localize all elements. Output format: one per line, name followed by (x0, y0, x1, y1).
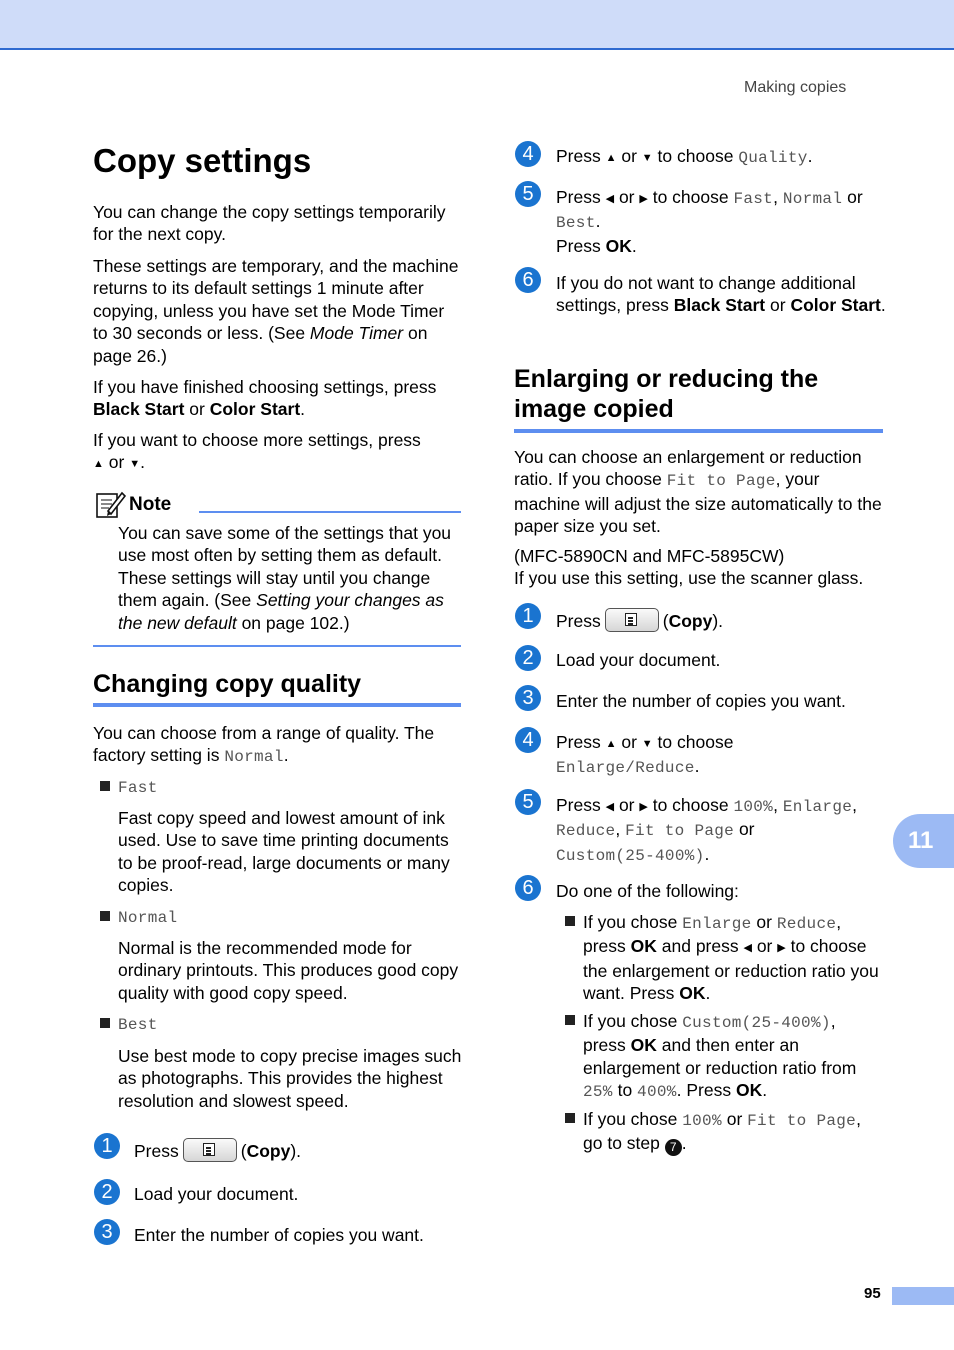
right-arrow-icon: ▶ (777, 942, 786, 955)
left-arrow-icon: ◀ (605, 801, 615, 813)
step-number-3: 3 (515, 685, 541, 711)
step-number-2: 2 (515, 645, 541, 671)
right-step-5-enlarge: Press ◀ or ▶ to choose 100%, Enlarge, Reduce, Fit to Page or Custom(25-400%). (556, 795, 857, 865)
step-number-5: 5 (515, 789, 541, 815)
step-7-reference-icon: 7 (665, 1139, 682, 1156)
step-number-2: 2 (94, 1179, 120, 1205)
right-arrow-icon: ▶ (639, 801, 648, 813)
step-number-6: 6 (515, 875, 541, 901)
copy-key-icon (605, 608, 659, 632)
bullet-marker (100, 781, 110, 791)
enlarge-option-100-fit: If you chose 100% or Fit to Page, go to step 7 . (583, 1109, 861, 1155)
up-arrow-icon: ▲ (93, 458, 104, 471)
step-number-3: 3 (94, 1219, 120, 1245)
top-color-band (0, 0, 954, 50)
bullet-marker (565, 1113, 575, 1123)
intro-paragraph-2: These settings are temporary, and the machine returns to its default settings 1 minute after copying, unless you have set the Mode Timer to 30 seconds or less. (See Mode Timer on page 26.) (93, 256, 459, 366)
left-arrow-icon: ◀ (605, 193, 615, 205)
bullet-marker (565, 916, 575, 926)
right-arrow-icon: ▶ (639, 193, 648, 205)
section-rule-enlarge (514, 429, 883, 433)
down-arrow-icon: ▼ (641, 738, 653, 750)
enlarge-intro: You can choose an enlargement or reduction ratio. If you choose Fit to Page, your machine will adjust the size automatically to the paper size you set. (514, 447, 882, 537)
option-normal-desc: Normal is the recommended mode for ordinary printouts. This produces good copy quality with good copy speed. (118, 938, 459, 1003)
note-bottom-rule (93, 645, 461, 647)
chapter-tab: 11 (893, 814, 954, 868)
intro-paragraph-4: If you want to choose more settings, press ▲ or ▼. (93, 429, 461, 476)
copy-key-icon (183, 1138, 237, 1162)
bullet-marker (100, 1018, 110, 1028)
footer-color-band (892, 1287, 954, 1305)
intro-paragraph-1: You can change the copy settings temporarily for the next copy. (93, 202, 446, 245)
step-number-1: 1 (94, 1133, 120, 1159)
note-text: You can save some of the settings that you use most often by setting them as default. These settings will stay until you change them again. (See Setting your changes as the new default on page 102.) (118, 523, 452, 633)
note-top-rule (199, 511, 461, 513)
down-arrow-icon: ▼ (129, 458, 141, 471)
option-fast-desc: Fast copy speed and lowest amount of ink used. Use to save time printing documents to be proof-read, large documents or many copies. (118, 808, 450, 896)
right-step-1: Press (Copy). (556, 608, 723, 632)
right-step-6-enlarge: Do one of the following: (556, 881, 739, 901)
right-step-5-quality: Press ◀ or ▶ to choose Fast, Normal or Best. Press OK. (556, 187, 863, 256)
section-rule-quality (93, 703, 461, 707)
page-number: 95 (864, 1285, 881, 1302)
right-step-4-quality: Press ▲ or ▼ to choose Quality. (556, 145, 886, 169)
left-step-3: Enter the number of copies you want. (134, 1225, 424, 1245)
step-number-1: 1 (515, 603, 541, 629)
option-best-name: Best (118, 1016, 158, 1034)
right-step-3: Enter the number of copies you want. (556, 691, 846, 711)
option-normal-name: Normal (118, 909, 178, 927)
quality-intro: You can choose from a range of quality. The factory setting is Normal. (93, 723, 435, 767)
bullet-marker (100, 911, 110, 921)
up-arrow-icon: ▲ (605, 738, 617, 750)
bullet-marker (565, 1015, 575, 1025)
step-number-4: 4 (515, 141, 541, 167)
note-pencil-icon (94, 489, 126, 519)
page-title: Copy settings (93, 142, 312, 179)
enlarge-option-custom: If you chose Custom(25-400%), press OK and then enter an enlargement or reduction ratio from 25% to 400%. Press OK. (583, 1011, 857, 1102)
step-number-6: 6 (515, 267, 541, 293)
note-label: Note (129, 494, 172, 515)
section-heading-enlarge: Enlarging or reducing the image copied (514, 365, 819, 423)
section-heading-quality: Changing copy quality (93, 670, 362, 698)
right-step-6-quality: If you do not want to change additional settings, press Black Start or Color Start. (556, 273, 886, 316)
down-arrow-icon: ▼ (641, 152, 653, 164)
running-header: Making copies (744, 79, 847, 96)
option-best-desc: Use best mode to copy precise images such as photographs. This provides the highest resolution and slowest speed. (118, 1046, 462, 1111)
enlarge-option-enlarge-reduce: If you chose Enlarge or Reduce, press OK and press ◀ or ▶ to choose the enlargement or reduction ratio you want. Press OK. (583, 912, 879, 1004)
right-step-2: Load your document. (556, 650, 721, 670)
left-step-1: Press (Copy). (134, 1138, 301, 1162)
intro-paragraph-3: If you have finished choosing settings, press Black Start or Color Start. (93, 377, 437, 420)
left-arrow-icon: ◀ (743, 942, 752, 955)
step-number-4: 4 (515, 727, 541, 753)
right-step-4-enlarge: Press ▲ or ▼ to choose Enlarge/Reduce. (556, 732, 734, 778)
left-step-2: Load your document. (134, 1184, 299, 1204)
enlarge-models-note: (MFC-5890CN and MFC-5895CW) If you use this setting, use the scanner glass. (514, 546, 864, 589)
up-arrow-icon: ▲ (605, 152, 617, 164)
option-fast-name: Fast (118, 779, 158, 797)
step-number-5: 5 (515, 181, 541, 207)
